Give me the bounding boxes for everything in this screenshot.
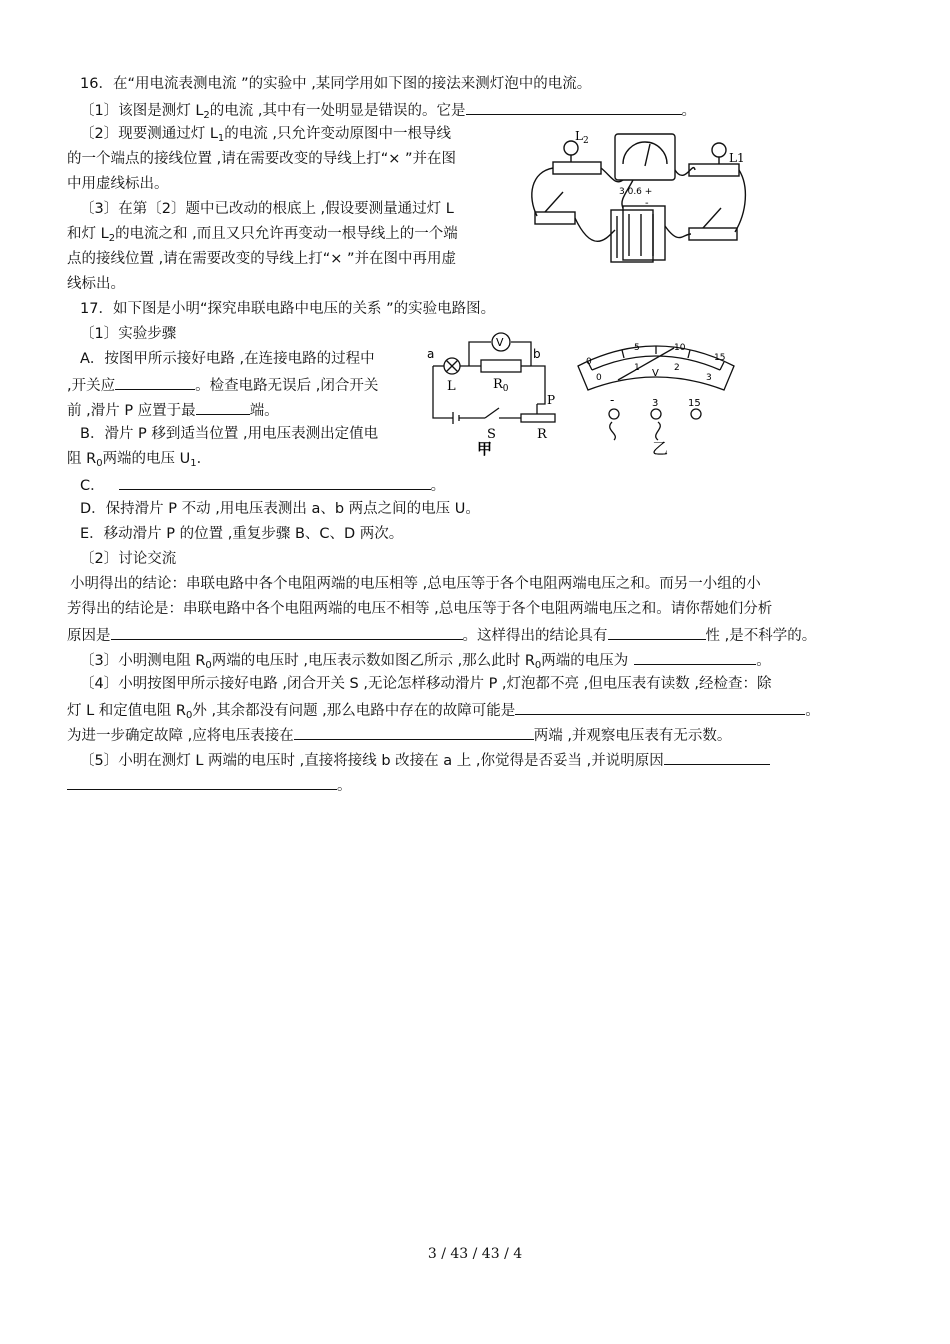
jia-caption: 甲 bbox=[477, 440, 493, 458]
q17-C-end: 。 bbox=[430, 478, 446, 494]
jia-v-wire-left bbox=[469, 342, 491, 366]
q17-A-line2 bbox=[67, 374, 378, 396]
q17-A-blank1[interactable] bbox=[115, 374, 195, 390]
jia-resistor-R0 bbox=[481, 360, 521, 372]
page-footer: 3 / 43 / 43 / 4 bbox=[427, 1246, 523, 1262]
q17-section3 bbox=[80, 649, 771, 676]
q17-A3b: 端。 bbox=[249, 403, 279, 419]
label-L2: $L_2$ bbox=[575, 129, 589, 146]
yi-bot-1: 1 bbox=[634, 363, 640, 373]
q17-C-line bbox=[80, 474, 445, 496]
lamp2-board bbox=[553, 162, 601, 174]
lamp2-bulb bbox=[564, 141, 578, 155]
q16-stem: 16．在“用电流表测电流 ”的实验中 ,某同学用如下图的接法来测灯泡中的电流。 bbox=[80, 76, 592, 92]
q17-s5-blank1[interactable] bbox=[664, 749, 770, 765]
jia-S: S bbox=[487, 427, 496, 442]
jia-L: L bbox=[447, 379, 456, 394]
q17-B2a: 阻 R bbox=[67, 451, 97, 467]
q16-p1-b: 的电流 ,其中有一处明显是错误的。它是 bbox=[209, 103, 466, 119]
q17-s4l2c: 。 bbox=[805, 703, 820, 719]
wire-4 bbox=[735, 170, 745, 232]
q16-p2-line3: 中用虚线标出。 bbox=[67, 176, 169, 192]
q17-A-line1: A．按图甲所示接好电路 ,在连接电路的过程中 bbox=[80, 351, 375, 367]
q16-circuit-figure bbox=[523, 126, 751, 274]
wire-3 bbox=[675, 168, 695, 176]
yi-unit-V: V bbox=[652, 368, 659, 379]
wire-5 bbox=[575, 218, 615, 241]
q17-stem: 17．如下图是小明“探究串联电路中电压的关系 ”的实验电路图。 bbox=[80, 301, 496, 317]
yi-top-10: 10 bbox=[674, 343, 686, 353]
q16-p3-line4: 线标出。 bbox=[67, 276, 125, 292]
q17-s5-line2 bbox=[67, 774, 352, 796]
q17-A3a: 前 ,滑片 P 应置于最 bbox=[67, 403, 196, 419]
q17-s4l3b: 两端 ,并观察电压表有无示数。 bbox=[533, 728, 732, 744]
q17-s3sub2: 0 bbox=[534, 660, 542, 671]
yi-terminal-3 bbox=[651, 409, 661, 419]
q17-s4-blank1[interactable] bbox=[515, 699, 805, 715]
q17-d3-blank1[interactable] bbox=[111, 624, 463, 640]
q17-figure-jia bbox=[425, 328, 573, 458]
q16-p2-l1b: 的电流 ,只允许变动原图中一根导线 bbox=[224, 126, 452, 142]
q17-s3-blank[interactable] bbox=[634, 649, 756, 665]
label-L1: L1 bbox=[729, 151, 745, 165]
q17-B2sub2: 1 bbox=[190, 458, 197, 469]
q16-p2-l1sub: 1 bbox=[217, 133, 225, 144]
q17-A-line3 bbox=[67, 399, 279, 421]
q17-d3b: 。这样得出的结论具有 bbox=[462, 628, 608, 644]
switch-left-base bbox=[535, 212, 575, 224]
q17-discuss-line3 bbox=[67, 624, 816, 646]
ammeter-terminals: 3 0.6 + bbox=[619, 187, 653, 197]
jia-rheostat bbox=[521, 414, 555, 422]
q17-section1: 〔1〕实验步骤 bbox=[80, 326, 177, 342]
q17-B2b: 两端的电压 U bbox=[102, 451, 191, 467]
jia-a: a bbox=[427, 347, 435, 361]
yi-pointer bbox=[618, 348, 674, 380]
q16-p1-sub: 2 bbox=[203, 110, 210, 121]
q17-B-line1: B．滑片 P 移到适当位置 ,用电压表测出定值电 bbox=[80, 426, 379, 442]
yi-term-label-15: 15 bbox=[688, 398, 701, 409]
lamp1-board bbox=[689, 164, 739, 176]
q16-p1-end: 。 bbox=[681, 103, 697, 119]
q17-C-label: C． bbox=[80, 478, 105, 494]
q17-B2c: ． bbox=[196, 451, 212, 467]
q17-D-line: D．保持滑片 P 不动 ,用电压表测出 a、b 两点之间的电压 U。 bbox=[80, 501, 480, 517]
wire-6 bbox=[665, 226, 691, 238]
yi-top-5: 5 bbox=[634, 343, 640, 353]
q16-p3-line1: 〔3〕在第〔2〕题中已改动的根底上 ,假设要测量通过灯 L bbox=[80, 201, 454, 217]
q17-figure-yi bbox=[574, 330, 738, 458]
jia-switch-arm bbox=[485, 408, 499, 418]
q16-p1-a: 〔1〕该图是测灯 L bbox=[80, 103, 204, 119]
yi-bot-0: 0 bbox=[596, 373, 602, 383]
q16-p3-line3: 点的接线位置 ,请在需要改变的导线上打“× ”并在图中再用虚 bbox=[67, 251, 456, 267]
yi-terminal-minus bbox=[609, 409, 619, 419]
yi-wire-2 bbox=[656, 422, 661, 440]
q16-p1-blank[interactable] bbox=[466, 99, 682, 115]
q17-s4-blank2[interactable] bbox=[294, 724, 534, 740]
q17-s3c: 两端的电压为 bbox=[541, 653, 629, 669]
q17-E-line: E．移动滑片 P 的位置 ,重复步骤 B、C、D 两次。 bbox=[80, 526, 404, 542]
q17-s4-line2 bbox=[67, 699, 820, 726]
yi-bot-2: 2 bbox=[674, 363, 680, 373]
q17-s5l1: 〔5〕小明在测灯 L 两端的电压时 ,直接将接线 b 改接在 a 上 ,你觉得是否妥当 ,并说明原因 bbox=[80, 753, 664, 769]
switch-right-base bbox=[689, 228, 737, 240]
yi-caption: 乙 bbox=[652, 439, 669, 458]
q16-p3-line2 bbox=[67, 224, 458, 249]
q17-s4l3a: 为进一步确定故障 ,应将电压表接在 bbox=[67, 728, 294, 744]
q16-p3-l2b: 的电流之和 ,而且又只允许再变动一根导线上的一个端 bbox=[115, 226, 458, 242]
q17-B-line2 bbox=[67, 449, 211, 474]
yi-term-label-3: 3 bbox=[652, 398, 659, 409]
yi-terminal-15 bbox=[691, 409, 701, 419]
q17-s5-end: 。 bbox=[337, 778, 352, 794]
q17-discuss-line2: 芳得出的结论是：串联电路中各个电阻两端的电压不相等 ,总电压等于各个电阻两端电压之和。请你帮她们分析 bbox=[67, 601, 773, 617]
jia-R0: $R_0$ bbox=[493, 377, 509, 394]
q17-d3c: 性 ,是不科学的。 bbox=[705, 628, 817, 644]
yi-wire-1 bbox=[610, 422, 616, 440]
q17-s4l2b: 外 ,其余都没有问题 ,那么电路中存在的故障可能是 bbox=[192, 703, 516, 719]
yi-top-15: 15 bbox=[714, 353, 726, 363]
q17-s4l2sub: 0 bbox=[185, 710, 193, 721]
q17-s4-line3 bbox=[67, 724, 731, 746]
q17-B2sub: 0 bbox=[96, 458, 103, 469]
q16-p3-l2sub: 2 bbox=[108, 233, 116, 244]
jia-P: P bbox=[547, 393, 556, 407]
q17-d3a: 原因是 bbox=[67, 628, 111, 644]
ammeter-scale bbox=[623, 142, 667, 164]
q16-p3-l2a: 和灯 L bbox=[67, 226, 109, 242]
q16-p2-line2: 的一个端点的接线位置 ,请在需要改变的导线上打“× ”并在图 bbox=[67, 151, 456, 167]
q17-s3d: 。 bbox=[756, 653, 771, 669]
q17-s5-line1 bbox=[80, 749, 770, 771]
lamp1-bulb bbox=[712, 143, 726, 157]
q17-s3sub: 0 bbox=[205, 660, 212, 671]
q17-C-blank[interactable] bbox=[119, 474, 431, 490]
q17-discuss-line1: 小明得出的结论：串联电路中各个电阻两端的电压相等 ,总电压等于各个电阻两端电压之和。而另一小组的小 bbox=[70, 576, 761, 592]
q17-s3a: 〔3〕小明测电阻 R bbox=[80, 653, 206, 669]
jia-V: V bbox=[496, 336, 504, 349]
q17-A2a: ,开关应 bbox=[67, 378, 116, 394]
battery-minus: - bbox=[645, 198, 649, 209]
q17-s5-blank2[interactable] bbox=[67, 774, 337, 790]
yi-top-0: 0 bbox=[586, 357, 592, 367]
yi-term-label-minus: - bbox=[610, 393, 615, 407]
q17-section2: 〔2〕讨论交流 bbox=[80, 551, 177, 567]
q17-A2b: 。检查电路无误后 ,闭合开关 bbox=[195, 378, 379, 394]
wire-1 bbox=[532, 168, 553, 216]
yi-bot-3: 3 bbox=[706, 373, 712, 383]
q16-part1 bbox=[80, 99, 696, 126]
jia-b: b bbox=[533, 347, 541, 361]
q17-s4-line1: 〔4〕小明按图甲所示接好电路 ,闭合开关 S ,无论怎样移动滑片 P ,灯泡都不亮 ,但电压表有读数 ,经检查：除 bbox=[80, 676, 772, 692]
q17-s3b: 两端的电压时 ,电压表示数如图乙所示 ,那么此时 R bbox=[211, 653, 535, 669]
jia-wire-right bbox=[531, 366, 545, 404]
q17-A-blank2[interactable] bbox=[196, 399, 250, 415]
q16-p2-line1 bbox=[80, 124, 451, 149]
jia-R: R bbox=[537, 427, 547, 442]
q17-s4l2a: 灯 L 和定值电阻 R bbox=[67, 703, 186, 719]
q16-p2-l1a: 〔2〕现要测通过灯 L bbox=[80, 126, 218, 142]
q17-d3-blank2[interactable] bbox=[608, 624, 706, 640]
